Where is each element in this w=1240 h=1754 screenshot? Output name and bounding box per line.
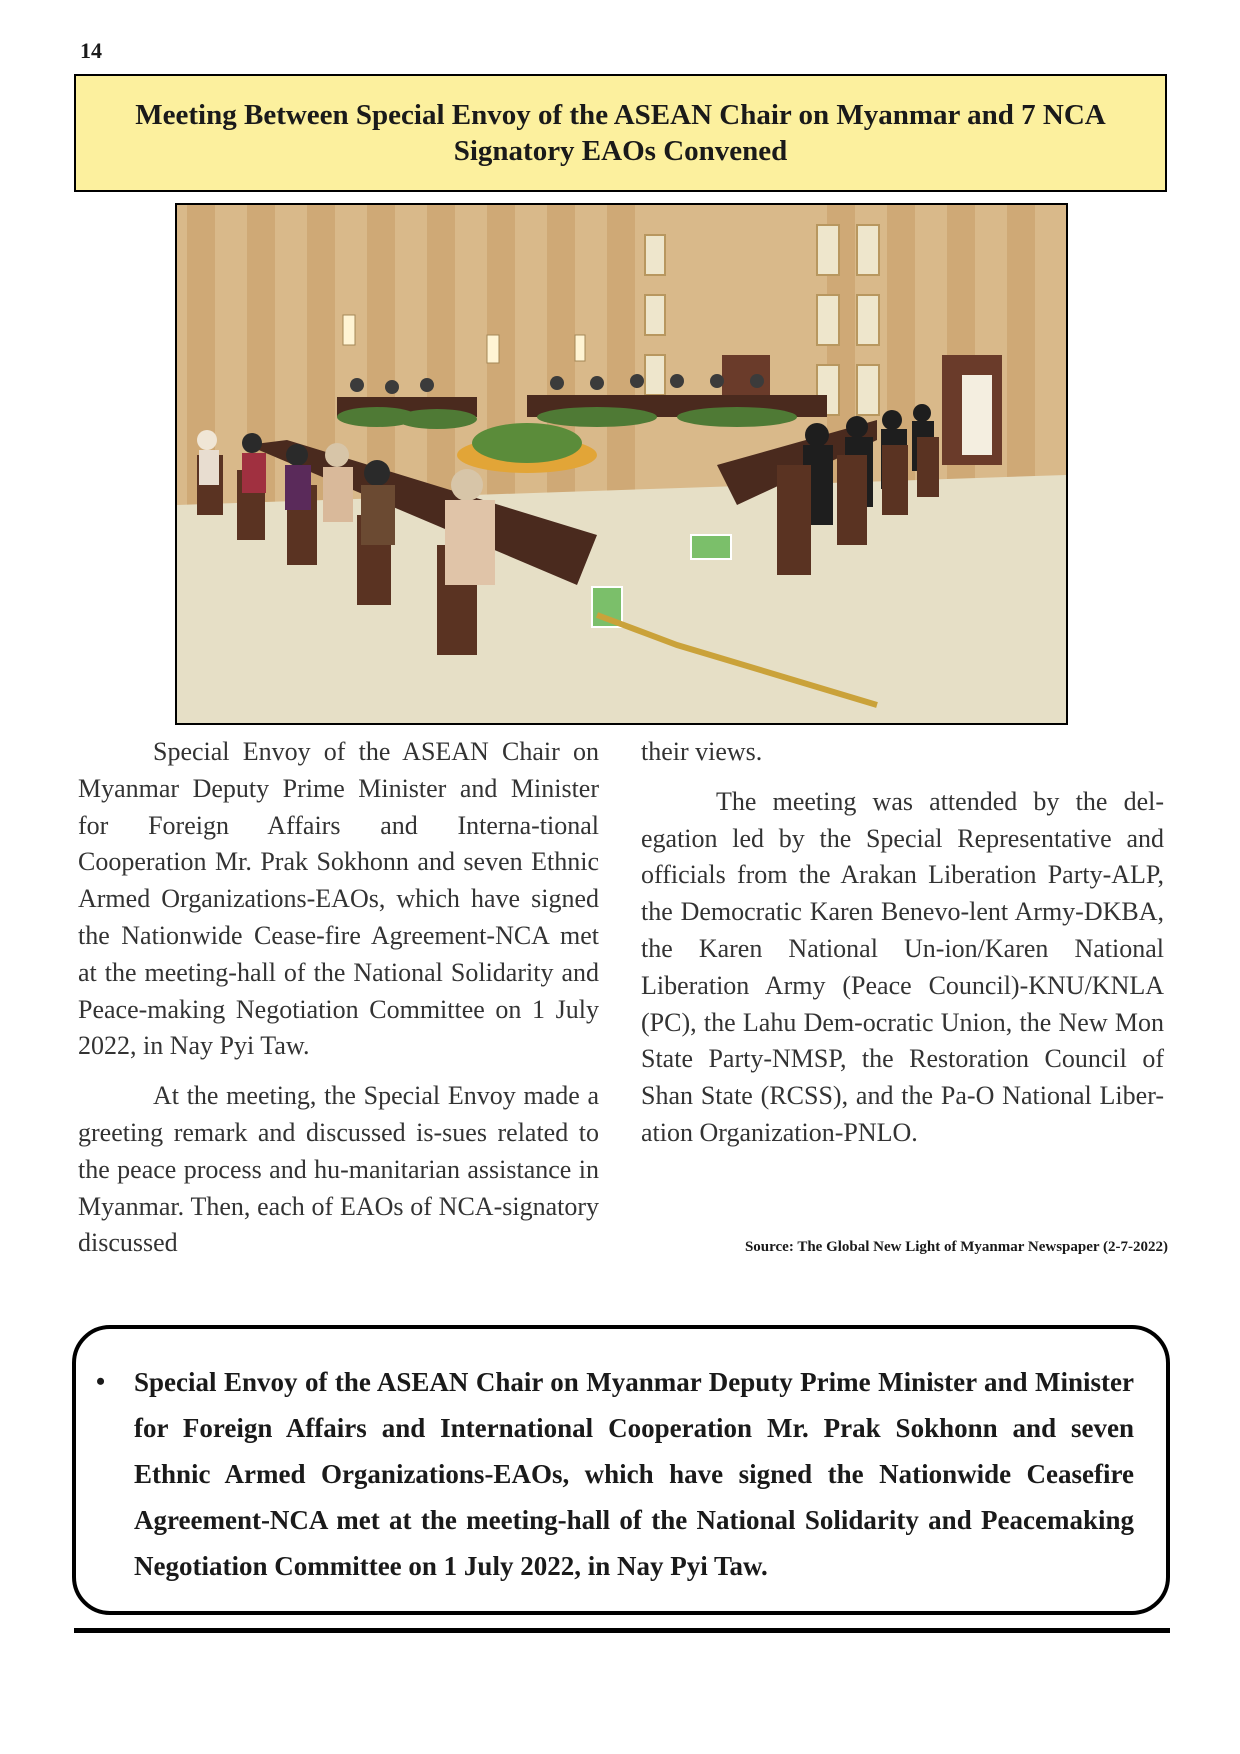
- page-title: Meeting Between Special Envoy of the ASEAN Chair on Myanmar and 7 NCA Signatory EAOs Convened: [135, 99, 1106, 167]
- left-column: [78, 734, 599, 1262]
- body-paragraph-continuation: their views.: [641, 737, 763, 766]
- source-citation: Source: The Global New Light of Myanmar Newspaper (2-7-2022): [744, 1239, 1168, 1255]
- right-column: [641, 734, 1164, 1152]
- summary-item: [96, 1359, 1134, 1589]
- body-paragraph: Special Envoy of the ASEAN Chair on Myanmar Deputy Prime Minister and Minister for Foreign Affairs and Interna-tional Cooperation Mr. Prak Sokhonn and seven Ethnic Armed Organizations-EAOs, which have signed the Nationwide Cease-fire Agreement-NCA met at the meeting-hall of the National Solidarity and Peace-making Negotiation Committee on 1 July 2022, in Nay Pyi Taw.: [78, 737, 599, 1061]
- title-box: [74, 74, 1167, 192]
- meeting-photo: [175, 203, 1068, 725]
- bullet-icon: •: [96, 1367, 106, 1396]
- summary-box: [72, 1325, 1170, 1615]
- summary-list: [96, 1359, 1134, 1589]
- summary-text: Special Envoy of the ASEAN Chair on Myanmar Deputy Prime Minister and Minister for Foreign Affairs and International Cooperation Mr. Prak Sokhonn and seven Ethnic Armed Organizations-EAOs, which have signed the Nationwide Ceasefire Agreement-NCA met at the meeting-hall of the National Solidarity and Peacemaking Negotiation Committee on 1 July 2022, in Nay Pyi Taw.: [134, 1367, 1134, 1581]
- bottom-rule: [74, 1628, 1170, 1633]
- body-paragraph: At the meeting, the Special Envoy made a greeting remark and discussed is-sues related to the peace process and hu-manitarian assistance in Myanmar. Then, each of EAOs of NCA-signatory discussed: [78, 1081, 599, 1258]
- page-number: 14: [80, 38, 102, 63]
- body-paragraph: The meeting was attended by the del-egation led by the Special Representative and officials from the Arakan Liberation Party-ALP, the Democratic Karen Benevo-lent Army-DKBA, the Karen National Un-ion/Karen National Liberation Army (Peace Council)-KNU/KNLA (PC), the Lahu Dem-ocratic Union, the New Mon State Party-NMSP, the Restoration Council of Shan State (RCSS), and the Pa-O National Liber-ation Organization-PNLO.: [641, 786, 1164, 1147]
